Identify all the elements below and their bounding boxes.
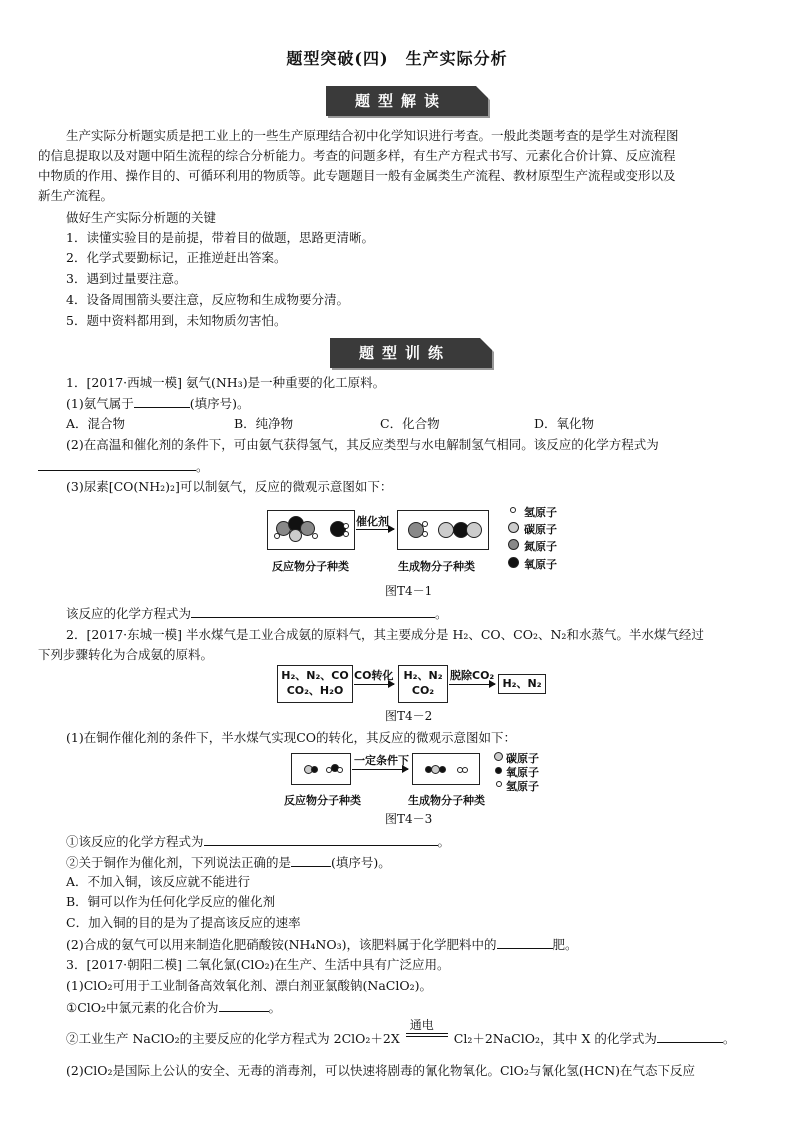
reaction-arrow: [356, 529, 394, 530]
option: D．氧化物: [534, 416, 595, 431]
answer-blank[interactable]: [291, 852, 331, 867]
q3-part2: (2)ClO₂是国际上公认的安全、无毒的消毒剂，可以快速将剧毒的氰化物氧化。ClO₂与氰化氢(HCN)在气态下反应: [66, 1063, 696, 1078]
intro-line: 的信息提取以及对题中陌生流程的综合分析能力。考查的问题多样，有生产方程式书写、元素化合价计算、反应流程: [38, 148, 676, 163]
condition-label: 一定条件下: [354, 754, 409, 767]
answer-blank[interactable]: [497, 934, 553, 949]
q3-stem: 3．[2017·朝阳二模] 二氧化氯(ClO₂)在生产、生活中具有广泛应用。: [66, 957, 450, 972]
section-banner-training: 题型训练: [330, 338, 492, 368]
figure-caption: 图T4－3: [385, 812, 433, 826]
answer-blank[interactable]: [219, 997, 269, 1012]
key-item: 2．化学式要勤标记，正推逆赶出答案。: [66, 250, 287, 265]
answer-blank[interactable]: [191, 603, 435, 618]
option: B．纯净物: [234, 416, 294, 431]
oxygen-icon: [508, 557, 519, 568]
q1-options: [66, 414, 756, 434]
q1-part2-answer: 。: [38, 456, 758, 477]
reaction-arrow: [352, 769, 408, 770]
key-item: 4．设备周围箭头要注意，反应物和生成物要分清。: [66, 292, 349, 307]
q2-part2: (2)合成的氨气可以用来制造化肥硝酸铵(NH₄NO₃)，该肥料属于化学肥料中的 肥。: [66, 934, 786, 955]
q2-stem-cont: 下列步骤转化为合成氨的原料。: [38, 647, 214, 662]
q3-sub2: ②工业生产 NaClO₂的主要反应的化学方程式为 2ClO₂＋2X 通电 Cl₂＋2NaClO₂，其中 X 的化学式为 。: [66, 1018, 736, 1046]
nitrogen-icon: [508, 539, 519, 550]
section-banner-reading: 题型解读: [326, 86, 488, 116]
q2-sub2: ②关于铜作为催化剂，下列说法正确的是 (填序号)。: [66, 852, 786, 873]
flow-box-shifted-gas: H₂、N₂ CO₂: [398, 665, 448, 703]
intro-line: 新生产流程。: [38, 188, 114, 203]
hydrogen-icon: [496, 781, 502, 787]
figure-caption: 图T4－1: [385, 584, 433, 598]
choice: C．加入铜的目的是为了提高该反应的速率: [66, 915, 301, 930]
figure-caption: 图T4－2: [385, 709, 433, 723]
intro-line: 生产实际分析题实质是把工业上的一些生产原理结合初中化学知识进行考查。一般此类题考查的是学生对流程图: [66, 128, 679, 143]
q3-part1: (1)ClO₂可用于工业制备高效氧化剂、漂白剂亚氯酸钠(NaClO₂)。: [66, 978, 432, 993]
reactant-box: [267, 510, 355, 550]
option: C．化合物: [380, 416, 440, 431]
reactant-label: 反应物分子种类: [284, 794, 361, 807]
option: A．混合物: [66, 416, 126, 431]
product-label: 生成物分子种类: [398, 560, 475, 573]
q2-sub1: ①该反应的化学方程式为 。: [66, 831, 786, 852]
answer-blank[interactable]: [657, 1028, 723, 1043]
answer-blank[interactable]: [38, 456, 196, 471]
product-box: [397, 510, 489, 550]
product-box: [412, 753, 480, 785]
flow-box-product: H₂、N₂: [498, 674, 546, 694]
q1-part3: (3)尿素[CO(NH₂)₂]可以制氨气，反应的微观示意图如下：: [66, 479, 393, 494]
flow-arrow: [354, 684, 394, 685]
q1-part2: (2)在高温和催化剂的条件下，可由氨气获得氢气，其反应类型与水电解制氢气相同。该反应的化学方程式为: [66, 437, 659, 452]
choice: B．铜可以作为任何化学反应的催化剂: [66, 894, 276, 909]
q1-equation: 该反应的化学方程式为 。: [66, 603, 786, 624]
reactant-label: 反应物分子种类: [272, 560, 349, 573]
page-title: 题型突破(四) 生产实际分析: [286, 49, 508, 68]
carbon-icon: [494, 752, 503, 761]
key-item: 5．题中资料都用到，未知物质勿害怕。: [66, 313, 287, 328]
oxygen-icon: [495, 767, 502, 774]
key-item: 3．遇到过量要注意。: [66, 271, 187, 286]
key-item: 1．读懂实验目的是前提，带着目的做题，思路更清晰。: [66, 230, 374, 245]
hydrogen-icon: [510, 507, 516, 513]
flow-step-label: CO转化: [354, 669, 394, 682]
carbon-icon: [508, 522, 519, 533]
flow-arrow: [449, 684, 495, 685]
q2-stem: 2．[2017·东城一模] 半水煤气是工业合成氨的原料气，其主要成分是 H₂、CO、CO₂、N₂和水蒸气。半水煤气经过: [66, 627, 704, 642]
q3-sub1: ①ClO₂中氯元素的化合价为 。: [66, 997, 786, 1018]
atom-legend: 碳原子 氧原子 氢原子: [494, 750, 554, 794]
reactant-box: [291, 753, 351, 785]
q1-part1: (1)氨气属于 (填序号)。: [66, 393, 786, 414]
atom-legend: 氢原子 碳原子 氮原子 氧原子: [508, 504, 578, 574]
q1-stem: 1．[2017·西城一模] 氨气(NH₃)是一种重要的化工原料。: [66, 375, 386, 390]
catalyst-label: 催化剂: [356, 515, 389, 528]
electrolysis-condition: 通电: [404, 1029, 450, 1043]
flow-step-label: 脱除CO₂: [450, 669, 495, 682]
answer-blank[interactable]: [134, 393, 190, 408]
flow-box-raw-gas: H₂、N₂、CO CO₂、H₂O: [277, 665, 353, 703]
key-title: 做好生产实际分析题的关键: [66, 210, 217, 225]
answer-blank[interactable]: [204, 831, 438, 846]
intro-line: 中物质的作用、操作目的、可循环利用的物质等。此专题题目一般有金属类生产流程、教材原型生产流程或变形以及: [38, 168, 676, 183]
choice: A．不加入铜，该反应就不能进行: [66, 874, 251, 889]
q2-part1: (1)在铜作催化剂的条件下，半水煤气实现CO的转化，其反应的微观示意图如下：: [66, 730, 517, 745]
product-label: 生成物分子种类: [408, 794, 485, 807]
